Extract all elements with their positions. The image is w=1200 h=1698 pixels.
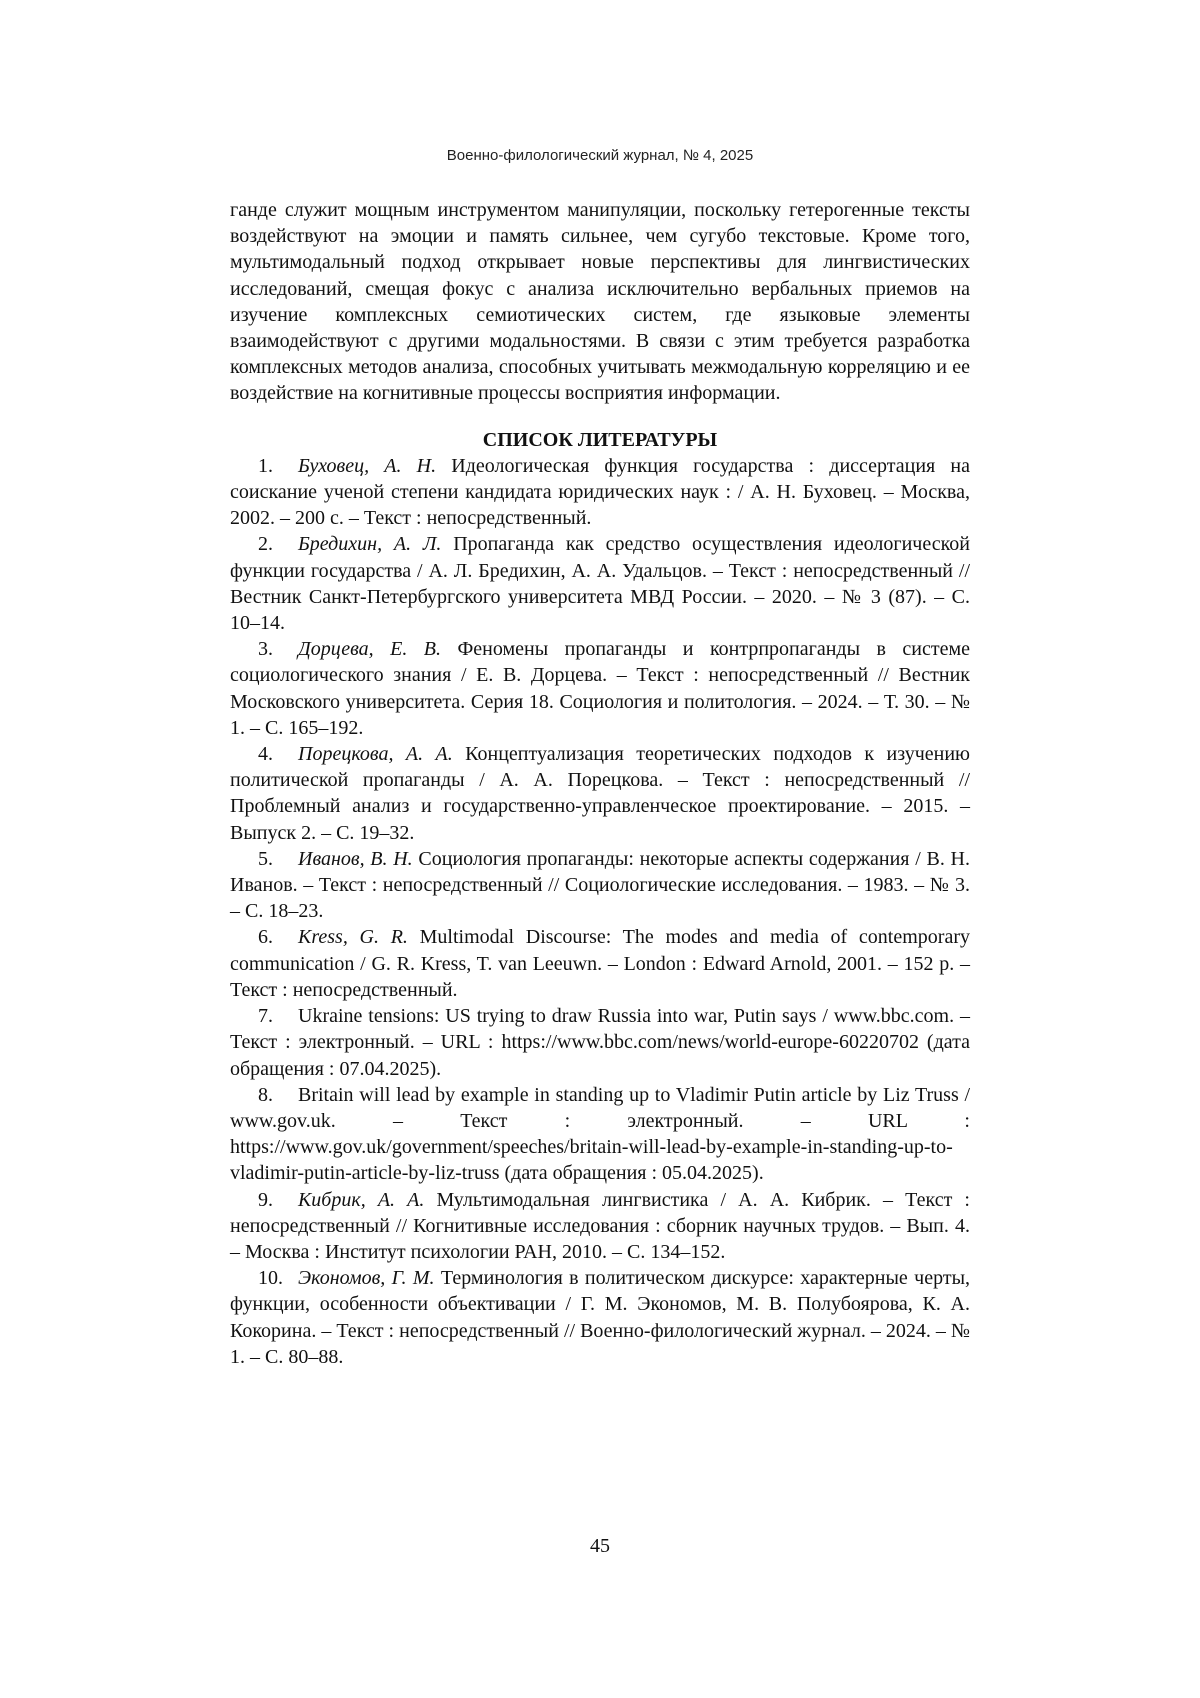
reference-number: 8. <box>258 1083 273 1106</box>
reference-text: Пропаганда как средство осуществления идеологической функции государства / А. Л. Бредихин, А. А. Удальцов. – Текст : непосредственный // Вестник Санкт-Петербургского университета МВД России. – 2020. – № 3 (87). – С. 10–14. <box>230 533 971 635</box>
body-paragraph: ганде служит мощным инструментом манипуляции, поскольку гетерогенные тексты воздействуют на эмоции и память сильнее, чем сугубо текстовые. Кроме того, мультимодальный подход открывает новые перспективы для лингвистических исследований, смещая фокус с анализа исключительно вербальных приемов на изучение комплексных семиотических систем, где языковые элементы взаимодействуют с другими модальностями. В связи с этим требуется разработка комплексных методов анализа, способных учитывать межмодальную корреляцию и ее воздействие на когнитивные процессы восприятия информации. <box>230 199 970 405</box>
reference-text: Ukraine tensions: US trying to draw Russia into war, Putin says / www.bbc.com. – Текст : электронный. – URL : https://www.bbc.com/news/world-europe-60220702 (дата обращения : 07.04.2025). <box>230 1005 970 1080</box>
reference-item <box>230 453 970 532</box>
reference-number: 9. <box>258 1188 273 1211</box>
reference-item <box>230 1265 970 1370</box>
main-text <box>230 197 970 1370</box>
reference-item <box>230 846 970 925</box>
reference-item <box>230 1187 970 1266</box>
reference-item <box>230 1082 970 1187</box>
reference-number: 1. <box>258 454 273 477</box>
reference-author: Буховец, А. Н. <box>298 454 437 477</box>
reference-item <box>230 741 970 846</box>
reference-number: 4. <box>258 743 273 766</box>
reference-item <box>230 531 970 636</box>
reference-text: Феномены пропаганды и контрпропаганды в системе социологического знания / Е. В. Дорцева. – Текст : непосредственный // Вестник Московского университета. Серия 18. Социология и политология. – 2024. – Т. 30. – № 1. – С. 165–192. <box>230 638 970 739</box>
reference-number: 5. <box>258 847 273 870</box>
reference-item <box>230 924 970 1003</box>
reference-item <box>230 1003 970 1082</box>
reference-author: Дорцева, Е. В. <box>298 638 442 661</box>
reference-text: Идеологическая функция государства : диссертация на соискание ученой степени кандидата юридических наук : / А. Н. Буховец. – Москва, 2002. – 200 с. – Текст : непосредственный. <box>230 454 970 530</box>
reference-text: Социология пропаганды: некоторые аспекты содержания / В. Н. Иванов. – Текст : непосредственный // Социологические исследования. – 1983. – № 3. – С. 18–23. <box>230 847 970 923</box>
reference-text: Терминология в политическом дискурсе: характерные черты, функции, особенности объективации / Г. М. Экономов, М. В. Полубоярова, К. А. Кокорина. – Текст : непосредственный // Военно-филологический журнал. – 2024. – № 1. – С. 80–88. <box>230 1267 970 1368</box>
reference-list <box>230 453 970 1370</box>
reference-number: 10. <box>258 1267 283 1290</box>
reference-text: Britain will lead by example in standing up to Vladimir Putin article by Liz Truss / www.gov.uk. – Текст : электронный. – URL : https://www.gov.uk/government/speeches/britain-will-lead-by-example-in-standing-up-to-vladimir-putin-article-by-liz-truss (дата обращения : 05.04.2025). <box>230 1083 970 1185</box>
running-header: Военно-филологический журнал, № 4, 2025 <box>446 147 754 164</box>
reference-author: Иванов, В. Н. <box>298 847 413 870</box>
reference-number: 6. <box>258 926 273 949</box>
reference-text: Мультимодальная лингвистика / А. А. Кибрик. – Текст : непосредственный // Когнитивные исследования : сборник научных трудов. – Вып. 4. – Москва : Институт психологии РАН, 2010. – С. 134–152. <box>230 1188 970 1263</box>
reference-author: Кибрик, А. А. <box>298 1188 425 1211</box>
reference-number: 3. <box>258 638 273 661</box>
reference-number: 7. <box>258 1005 273 1028</box>
reference-text: Концептуализация теоретических подходов к изучению политической пропаганды / А. А. Порецкова. – Текст : непосредственный // Проблемный анализ и государственно-управленческое проектирование. – 2015. – Выпуск 2. – С. 19–32. <box>230 743 970 844</box>
reference-author: Бредихин, А. Л. <box>298 533 442 556</box>
references-title: СПИСОК ЛИТЕРАТУРЫ <box>482 428 718 451</box>
reference-item <box>230 636 970 741</box>
reference-author: Экономов, Г. М. <box>298 1267 435 1290</box>
reference-text: Multimodal Discourse: The modes and media of contemporary communication / G. R. Kress, T. van Leeuwn. – London : Edward Arnold, 2001. – 152 p. – Текст : непосредственный. <box>230 926 970 1001</box>
reference-author: Kress, G. R. <box>298 926 408 949</box>
reference-author: Порецкова, А. А. <box>298 743 453 766</box>
reference-number: 2. <box>258 533 273 556</box>
page-number: 45 <box>590 1535 610 1557</box>
